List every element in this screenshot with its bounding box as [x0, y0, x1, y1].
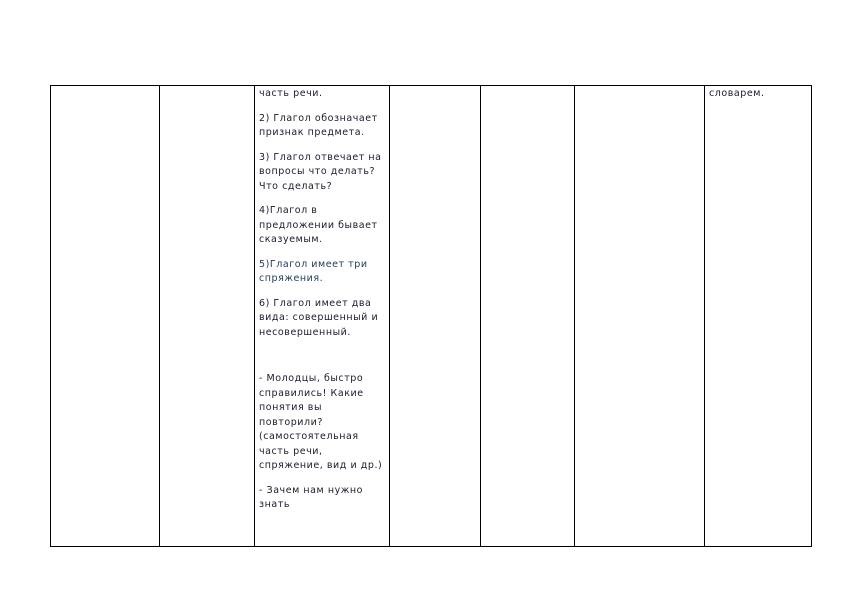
dictionary-text: словарем. [709, 88, 765, 99]
table-cell-col3 [255, 86, 390, 547]
item-2: 2) Глагол обозначает признак предмета. [259, 112, 378, 138]
line-part-of-speech: часть речи. [259, 88, 323, 99]
table-cell-col7 [705, 86, 812, 547]
table-cell-col5 [481, 86, 575, 547]
table-cell-col6 [575, 86, 705, 547]
table-cell-col2 [160, 86, 255, 547]
cell-text-col7 [705, 86, 811, 102]
praise-text: - Молодцы, быстро справились! Какие понятия вы повторили? (самостоятельная часть речи, спряжение, вид и др.) [259, 373, 383, 471]
lesson-plan-table [50, 85, 812, 547]
table-row [51, 86, 812, 547]
table-cell-col1 [51, 86, 160, 547]
item-3: 3) Глагол отвечает на вопросы что делать? Что сделать? [259, 151, 382, 192]
item-5: 5)Глагол имеет три спряжения. [259, 258, 368, 284]
question-text: - Зачем нам нужно знать [259, 484, 363, 510]
cell-text-col3 [255, 86, 389, 513]
item-6: 6) Глагол имеет два вида: совершенный и несовершенный. [259, 297, 379, 338]
item-4: 4)Глагол в предложении бывает сказуемым. [259, 205, 378, 245]
table-cell-col4 [390, 86, 481, 547]
